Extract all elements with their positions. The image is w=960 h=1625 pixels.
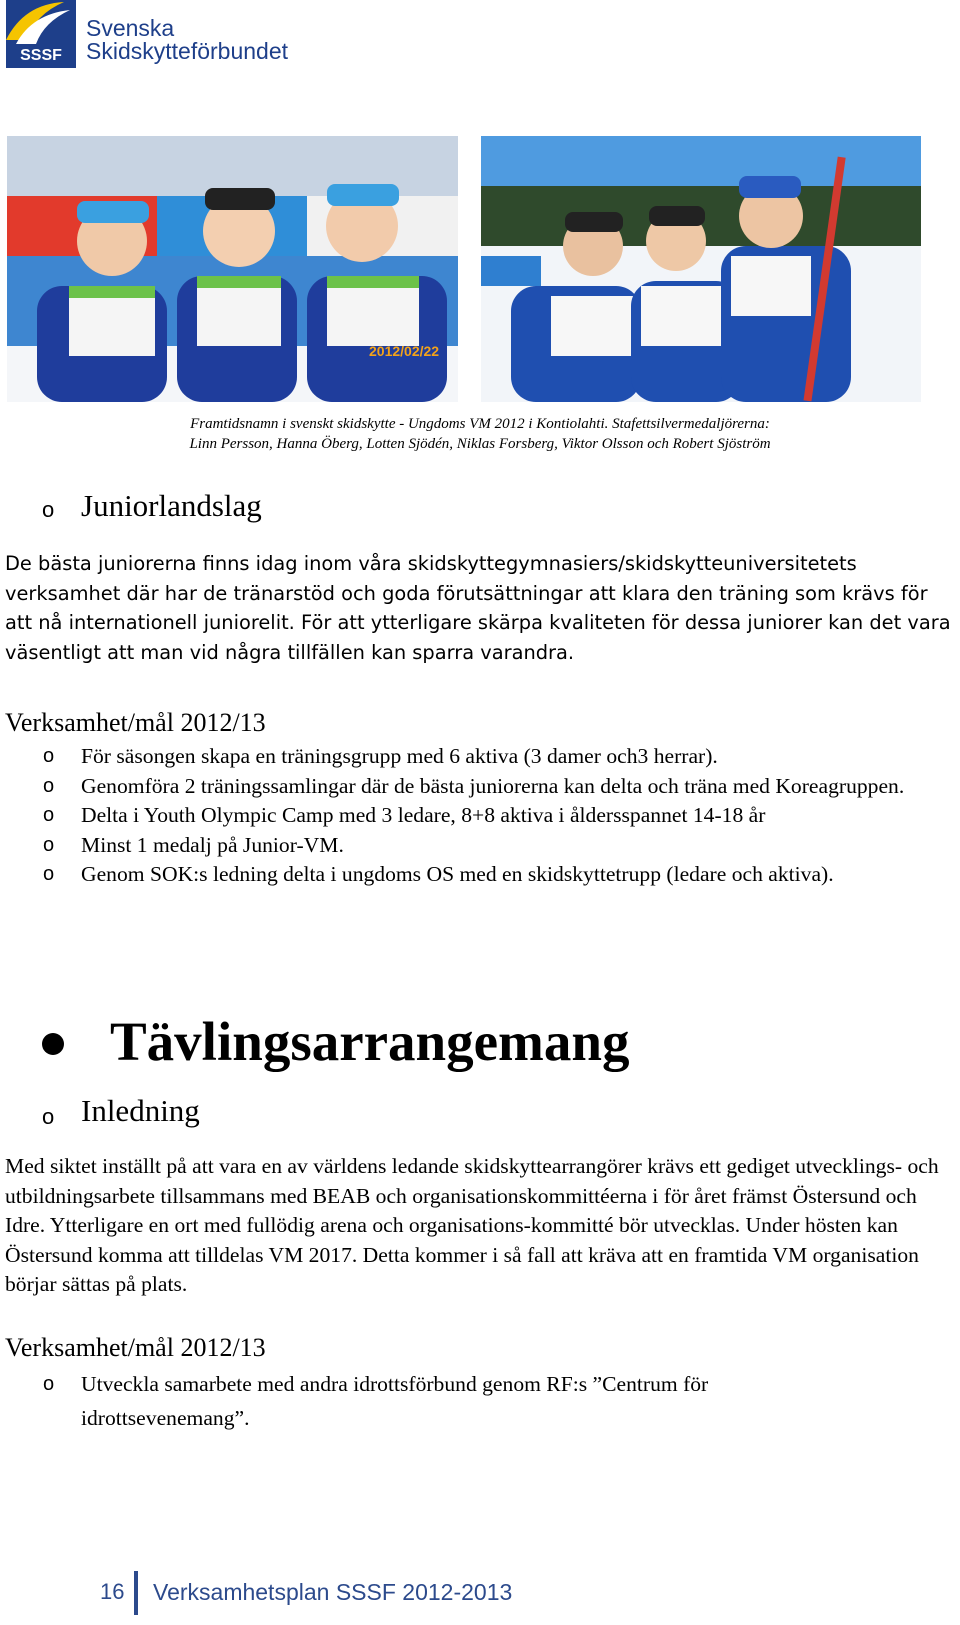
bullet-o-icon: o: [43, 745, 55, 767]
photo-caption-line1: Framtidsnamn i svenskt skidskytte - Ungdoms VM 2012 i Kontiolahti. Stafettsilvermedaljörerna:: [190, 416, 770, 432]
sssf-logo: [6, 0, 296, 68]
competition-goals-label: Verksamhet/mål 2012/13: [5, 1333, 266, 1362]
list-item: o Delta i Youth Olympic Camp med 3 ledare, 8+8 aktiva i åldersspannet 14-18 år: [0, 801, 930, 831]
bullet-o-icon: o: [43, 863, 55, 885]
junior-goals-list: [0, 742, 930, 890]
competition-subheading: Inledning: [81, 1093, 200, 1128]
list-item: o För säsongen skapa en träningsgrupp med 6 aktiva (3 damer och3 herrar).: [0, 742, 930, 772]
junior-paragraph: De bästa juniorerna finns idag inom våra skidskyttegymnasiers/skidskytteuniversitetets verksamhet där har de tränarstöd och goda förutsättningar att klara den träning som krävs för att nå internationell juniorelit. För att ytterligare skärpa kvaliteten för dessa juniorer kan det vara väsentligt att man vid några tillfällen kan sparra varandra.: [5, 552, 951, 664]
photo-caption-line2: Linn Persson, Hanna Öberg, Lotten Sjödén, Niklas Forsberg, Viktor Olsson och Robert Sjöström: [189, 436, 771, 452]
footer-title: Verksamhetsplan SSSF 2012-2013: [153, 1579, 513, 1605]
logo-abbrev: SSSF: [20, 47, 62, 64]
sssf-emblem-icon: [6, 0, 76, 68]
org-name-line2: Skidskytteförbundet: [86, 38, 289, 64]
junior-heading: Juniorlandslag: [81, 488, 262, 523]
photo-date-stamp: 2012/02/22: [369, 343, 440, 359]
junior-sub-bullet: o: [42, 497, 55, 522]
footer-divider: [134, 1571, 138, 1615]
competition-sub-bullet: o: [42, 1104, 55, 1129]
bullet-o-icon: o: [43, 804, 55, 826]
main-bullet-icon: [42, 1033, 64, 1055]
junior-goals-label: Verksamhet/mål 2012/13: [5, 708, 266, 737]
photo-junior-women-relay: [7, 136, 458, 402]
bullet-o-icon: o: [43, 774, 55, 797]
photo-junior-men-relay: [481, 136, 921, 402]
page-number: 16: [100, 1579, 125, 1604]
list-item: o Minst 1 medalj på Junior-VM.: [0, 831, 930, 861]
list-item: o Genomföra 2 träningssamlingar där de bästa juniorerna kan delta och träna med Koreagruppen.: [0, 772, 930, 802]
competition-paragraph: Med siktet inställt på att vara en av världens ledande skidskyttearrangörer krävs ett gediget utvecklings- och utbildningsarbete tillsammans med BEAB och organisationskommittéerna i för året främst Östersund och Idre. Ytterligare en ort med fullödig arena och organisations-kommitté bör utvecklas. Under hösten kan Östersund komma att tilldelas VM 2017. Detta kommer i så fall att kräva att en framtida VM organisation börjar sättas på plats.: [5, 1154, 939, 1296]
competition-heading: Tävlingsarrangemang: [110, 1011, 630, 1072]
bullet-o-icon: o: [43, 833, 55, 856]
bullet-o-icon: o: [43, 1373, 55, 1395]
competition-goals-list: [0, 1367, 870, 1435]
list-item: o Genom SOK:s ledning delta i ungdoms OS med en skidskyttetrupp (ledare och aktiva).: [0, 860, 930, 890]
list-item: o Utveckla samarbete med andra idrottsförbund genom RF:s ”Centrum för idrottsevenemang”.: [0, 1367, 870, 1435]
org-name-line1: Svenska: [86, 15, 175, 41]
